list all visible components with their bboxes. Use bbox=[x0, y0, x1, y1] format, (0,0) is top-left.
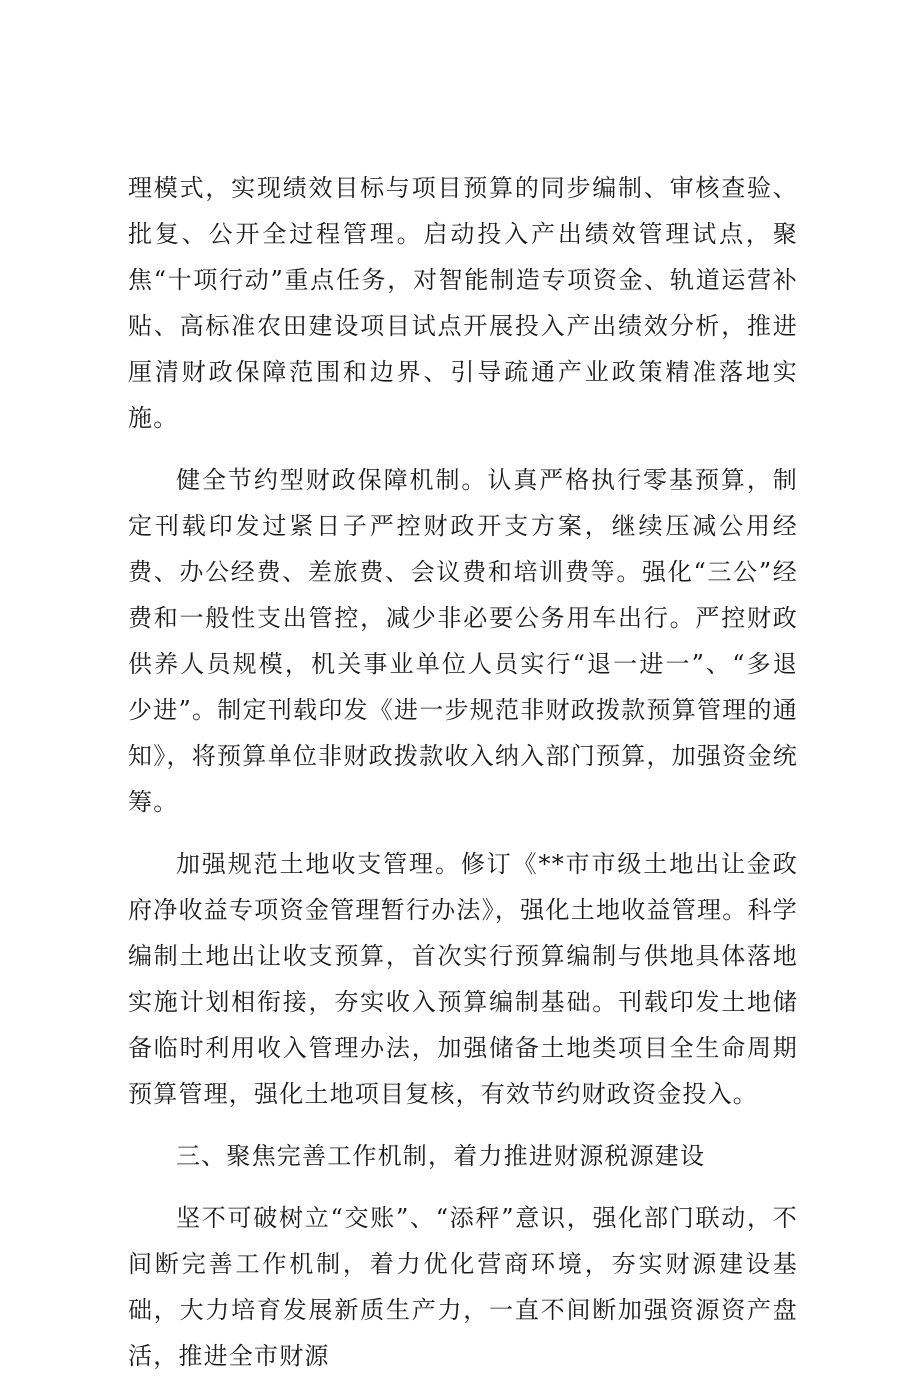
paragraph-frugal-fiscal-mechanism: 健全节约型财政保障机制。认真严格执行零基预算，制定刊载印发过紧日子严控财政开支方案，继续压减公用经费、办公经费、差旅费、会议费和培训费等。强化“三公”经费和一般性支出管控，减少非必要公务用车出行。严控财政供养人员规模，机关事业单位人员实行“退一进一”、“多退少进”。制定刊载印发《进一步规范非财政拨款预算管理的通知》，将预算单位非财政拨款收入纳入部门预算，加强资金统筹。 bbox=[128, 466, 798, 816]
document-body bbox=[128, 165, 798, 1395]
section-heading: 三、聚焦完善工作机制，着力推进财源税源建设 bbox=[176, 1142, 706, 1170]
paragraph-land-revenue-management: 加强规范土地收支管理。修订《**市市级土地出让金政府净收益专项资金管理暂行办法》，强化土地收益管理。科学编制土地出让收支预算，首次实行预算编制与供地具体落地实施计划相衔接，夯实收入预算编制基础。刊载印发土地储备临时利用收入管理办法，加强储备土地类项目全生命周期预算管理，强化土地项目复核，有效节约财政资金投入。 bbox=[128, 850, 798, 1108]
paragraph-performance-management: 理模式，实现绩效目标与项目预算的同步编制、审核查验、批复、公开全过程管理。启动投入产出绩效管理试点，聚焦“十项行动”重点任务，对智能制造专项资金、轨道运营补贴、高标准农田建设项目试点开展投入产出绩效分析，推进厘清财政保障范围和边界、引导疏通产业政策精准落地实施。 bbox=[128, 174, 798, 432]
paragraph-revenue-source-building: 坚不可破树立“交账”、“添秤”意识，强化部门联动，不间断完善工作机制，着力优化营商环境，夯实财源建设基础，大力培育发展新质生产力，一直不间断加强资源资产盘活，推进全市财源 bbox=[128, 1204, 798, 1370]
